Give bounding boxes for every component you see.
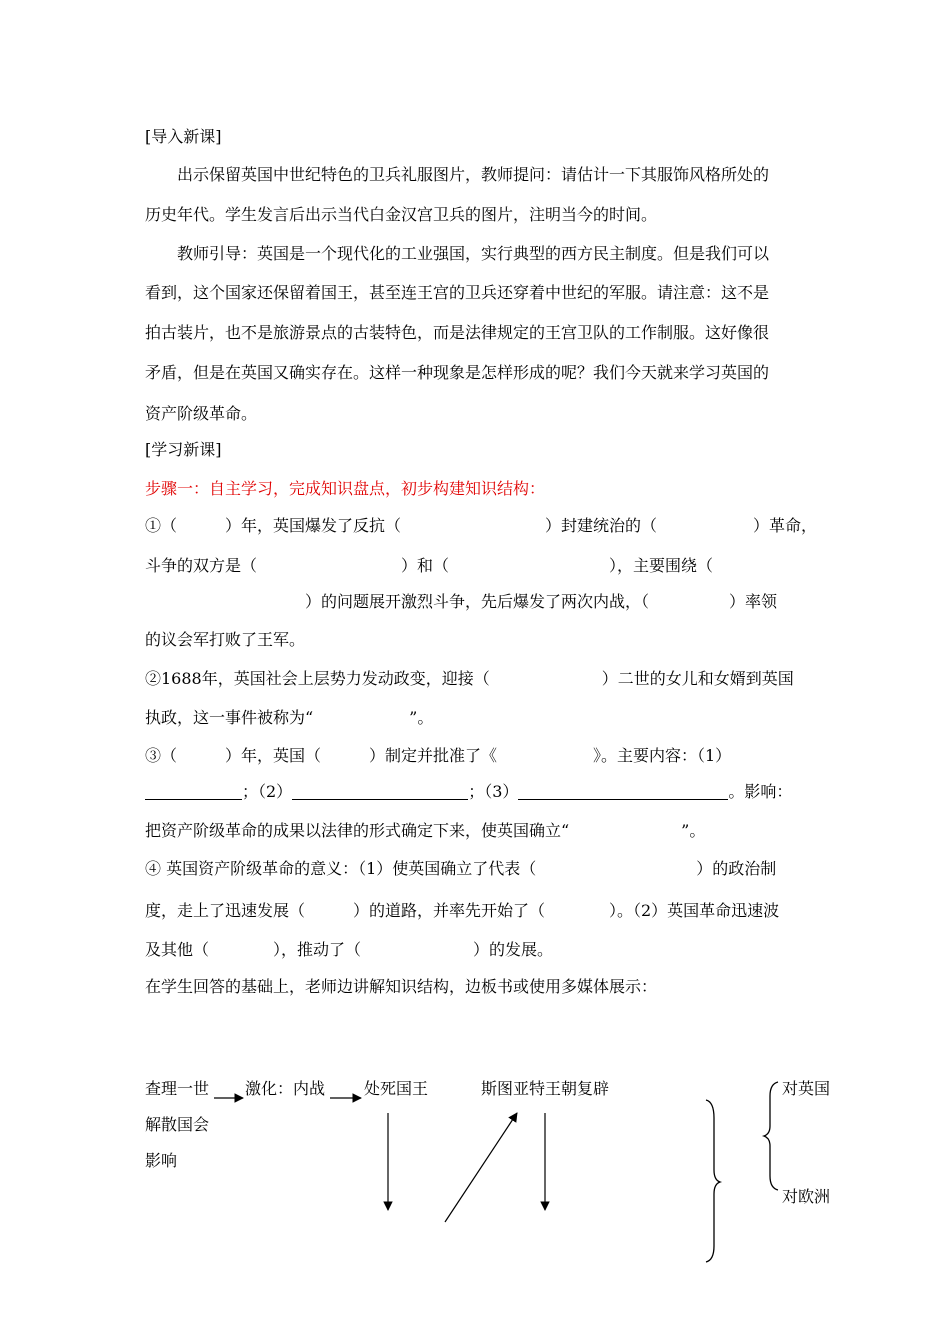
node-to-britain: 对英国 xyxy=(782,1079,831,1098)
arrow-up-to-restoration xyxy=(445,1113,517,1222)
intro-para2-line4: 矛盾，但是在英国又确实存在。这样一种现象是怎样形成的呢？我们今天就来学习英国的 xyxy=(145,363,770,382)
intro-para1-line1: 出示保留英国中世纪特色的卫兵礼服图片，教师提问：请估计一下其服饰风格所处的 xyxy=(177,165,770,184)
node-restoration: 斯图亚特王朝复辟 xyxy=(481,1079,610,1098)
q1-line2: 斗争的双方是（ ）和（ ），主要围绕（ xyxy=(145,556,714,575)
intro-heading: [导入新课] xyxy=(145,127,222,146)
q2-line2: 执政，这一事件被称为“ ”。 xyxy=(145,708,434,727)
step1-heading: 步骤一：自主学习，完成知识盘点，初步构建知识结构： xyxy=(145,479,546,498)
node-charles: 查理一世 xyxy=(145,1079,210,1098)
q3-line3: 把资产阶级革命的成果以法律的形式确定下来，使英国确立“ ”。 xyxy=(145,821,706,840)
q4-line3: 及其他（ ），推动了（ ）的发展。 xyxy=(145,940,554,959)
intro-para2-line5: 资产阶级革命。 xyxy=(145,404,258,423)
small-brace xyxy=(764,1082,778,1190)
q1-line1: ①（ ）年，英国爆发了反抗（ ）封建统治的（ ）革命， xyxy=(145,516,818,535)
q3-line1: ③（ ）年，英国（ ）制定并批准了《 》。主要内容：（1） xyxy=(145,746,732,765)
q3-sep3: ；（3） xyxy=(468,782,519,801)
q1-line3: ）的问题展开激烈斗争，先后爆发了两次内战，（ ）率领 xyxy=(145,592,778,611)
q3-end: 。影响： xyxy=(728,782,793,801)
study-heading: [学习新课] xyxy=(145,440,222,459)
node-dissolve: 解散国会 xyxy=(145,1115,210,1134)
intro-para2-line3: 拍古装片，也不是旅游景点的古装特色，而是法律规定的王宫卫队的工作制服。这好像很 xyxy=(145,323,770,342)
q2-line1: ②1688年，英国社会上层势力发动政变，迎接（ ）二世的女儿和女婿到英国 xyxy=(145,669,794,688)
q1-line4: 的议会军打败了王军。 xyxy=(145,630,306,649)
intro-para1-line2: 历史年代。学生发言后出示当代白金汉宫卫兵的图片，注明当今的时间。 xyxy=(145,205,658,224)
node-impact: 影响 xyxy=(145,1151,178,1170)
node-to-europe: 对欧洲 xyxy=(782,1187,831,1206)
intro-para2-line2: 看到，这个国家还保留着国王，甚至连王宫的卫兵还穿着中世纪的军服。请注意：这不是 xyxy=(145,283,770,302)
q4-line2: 度，走上了迅速发展（ ）的道路，并率先开始了（ ）。（2）英国革命迅速波 xyxy=(145,901,780,920)
q3-sep2: ；（2） xyxy=(242,782,293,801)
big-brace xyxy=(706,1100,720,1262)
q4-line1: ④ 英国资产阶级革命的意义：（1）使英国确立了代表（ ）的政治制 xyxy=(145,859,777,878)
after-text: 在学生回答的基础上，老师边讲解知识结构，边板书或使用多媒体展示： xyxy=(145,977,658,996)
node-execute: 处死国王 xyxy=(364,1079,429,1098)
node-intensify: 激化：内战 xyxy=(245,1079,326,1098)
intro-para2-line1: 教师引导：英国是一个现代化的工业强国，实行典型的西方民主制度。但是我们可以 xyxy=(177,244,770,263)
